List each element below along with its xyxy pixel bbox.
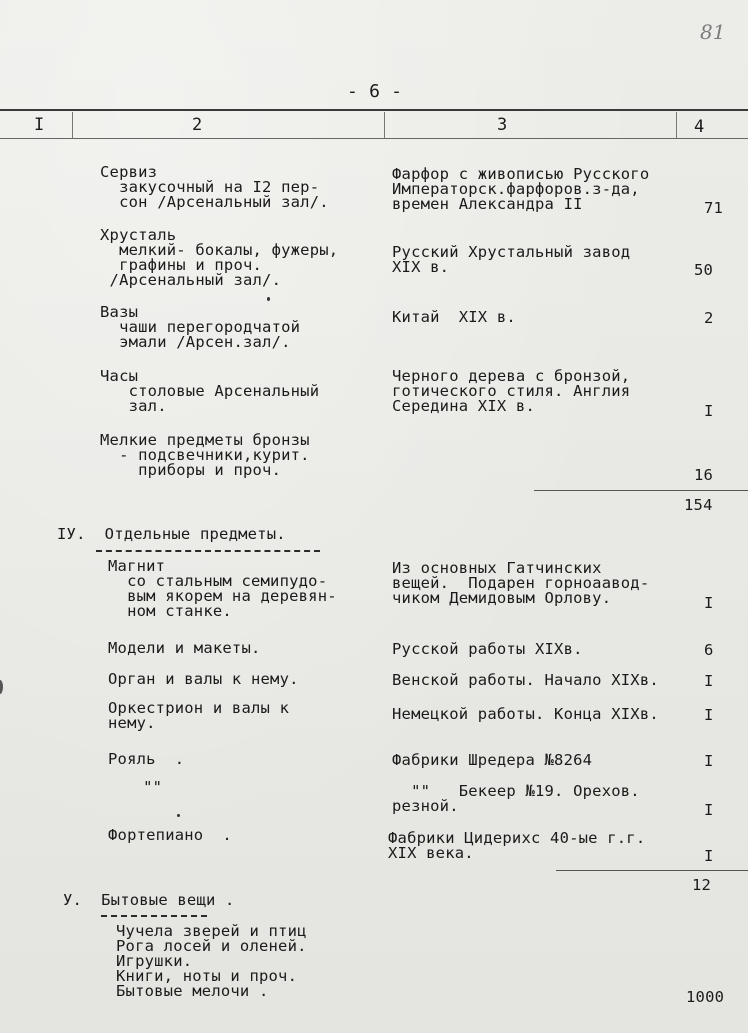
item-origin: Русской работы XIXв. bbox=[392, 640, 583, 658]
item-quantity: 6 bbox=[704, 641, 714, 659]
item-quantity: I bbox=[704, 402, 714, 420]
column-header-1: I bbox=[34, 115, 45, 135]
item-name: Рояль . bbox=[108, 750, 185, 768]
handwritten-page-number: 81 bbox=[700, 20, 726, 44]
section-title: У. Бытовые вещи . bbox=[63, 891, 235, 909]
item-origin: "" Бекеер №19. Орехов. резной. bbox=[392, 782, 640, 815]
speck bbox=[267, 297, 270, 301]
section-underline bbox=[101, 915, 207, 917]
item-origin: Немецкой работы. Конца XIXв. bbox=[392, 705, 659, 723]
section-underline bbox=[96, 550, 320, 552]
item-quantity: 50 bbox=[694, 261, 714, 279]
item-name: Модели и макеты. bbox=[108, 639, 261, 657]
item-name: Хрусталь мелкий- бокалы, фужеры, графины и проч. /Арсенальный зал/. bbox=[100, 226, 339, 289]
item-origin: Фабрики Шредера №8264 bbox=[392, 751, 593, 769]
item-name: Сервиз закусочный на I2 пер- сон /Арсенальный зал/. bbox=[100, 163, 329, 211]
item-origin: Фабрики Цидерихс 40-ые г.г. XIX века. bbox=[388, 829, 646, 862]
item-quantity: I bbox=[704, 847, 714, 865]
speck bbox=[177, 814, 180, 817]
binding-mark bbox=[0, 680, 3, 694]
subtotal: 154 bbox=[684, 496, 713, 514]
item-name: Часы столовые Арсенальный зал. bbox=[100, 367, 320, 415]
item-origin: Фарфор с живописью Русского Императорск.фарфоров.з-да, времен Александра II bbox=[392, 165, 650, 213]
item-name: Оркестрион и валы к нему. bbox=[108, 699, 290, 732]
ditto-mark: "" bbox=[124, 778, 163, 796]
column-header-2: 2 bbox=[192, 115, 203, 135]
column-divider bbox=[384, 112, 385, 138]
item-list: Чучела зверей и птиц Рога лосей и оленей. Игрушки. Книги, ноты и проч. Бытовые мелочи . bbox=[116, 922, 307, 1000]
item-origin: Венской работы. Начало XIXв. bbox=[392, 671, 659, 689]
item-quantity: 2 bbox=[704, 309, 714, 327]
subtotal-rule bbox=[534, 490, 748, 491]
subtotal: 12 bbox=[692, 876, 712, 894]
header-top-rule bbox=[0, 109, 748, 111]
item-name: Вазы чаши перегородчатой эмали /Арсен.зал/. bbox=[100, 303, 301, 351]
column-header-4: 4 bbox=[694, 117, 705, 137]
item-quantity: I bbox=[704, 801, 714, 819]
item-quantity: I bbox=[704, 706, 714, 724]
item-quantity: I bbox=[704, 594, 714, 612]
subtotal-rule bbox=[556, 870, 748, 871]
item-origin: Китай XIX в. bbox=[392, 308, 516, 326]
item-origin: Черного дерева с бронзой, готического стиля. Англия Середина XIX в. bbox=[392, 367, 631, 415]
item-name: Фортепиано . bbox=[108, 826, 232, 844]
item-origin: Из основных Гатчинских вещей. Подарен горноаавод- чиком Демидовым Орлову. bbox=[392, 559, 650, 607]
section-title: IУ. Отдельные предметы. bbox=[57, 525, 286, 543]
item-quantity: 16 bbox=[694, 466, 714, 484]
item-name: Магнит со стальным семипудо- вым якорем на деревян- ном станке. bbox=[108, 557, 337, 620]
header-bottom-rule bbox=[0, 138, 748, 139]
column-divider bbox=[72, 112, 73, 138]
item-name: Мелкие предметы бронзы - подсвечники,курит. приборы и проч. bbox=[100, 431, 310, 479]
page-number: - 6 - bbox=[347, 81, 403, 102]
item-quantity: 71 bbox=[704, 199, 724, 217]
item-origin: Русский Хрустальный завод XIX в. bbox=[392, 243, 631, 276]
item-name: Орган и валы к нему. bbox=[108, 670, 299, 688]
item-quantity: I bbox=[704, 672, 714, 690]
column-divider bbox=[676, 112, 677, 138]
item-quantity: I bbox=[704, 752, 714, 770]
section-quantity: 1000 bbox=[686, 988, 725, 1006]
column-header-3: 3 bbox=[497, 115, 508, 135]
